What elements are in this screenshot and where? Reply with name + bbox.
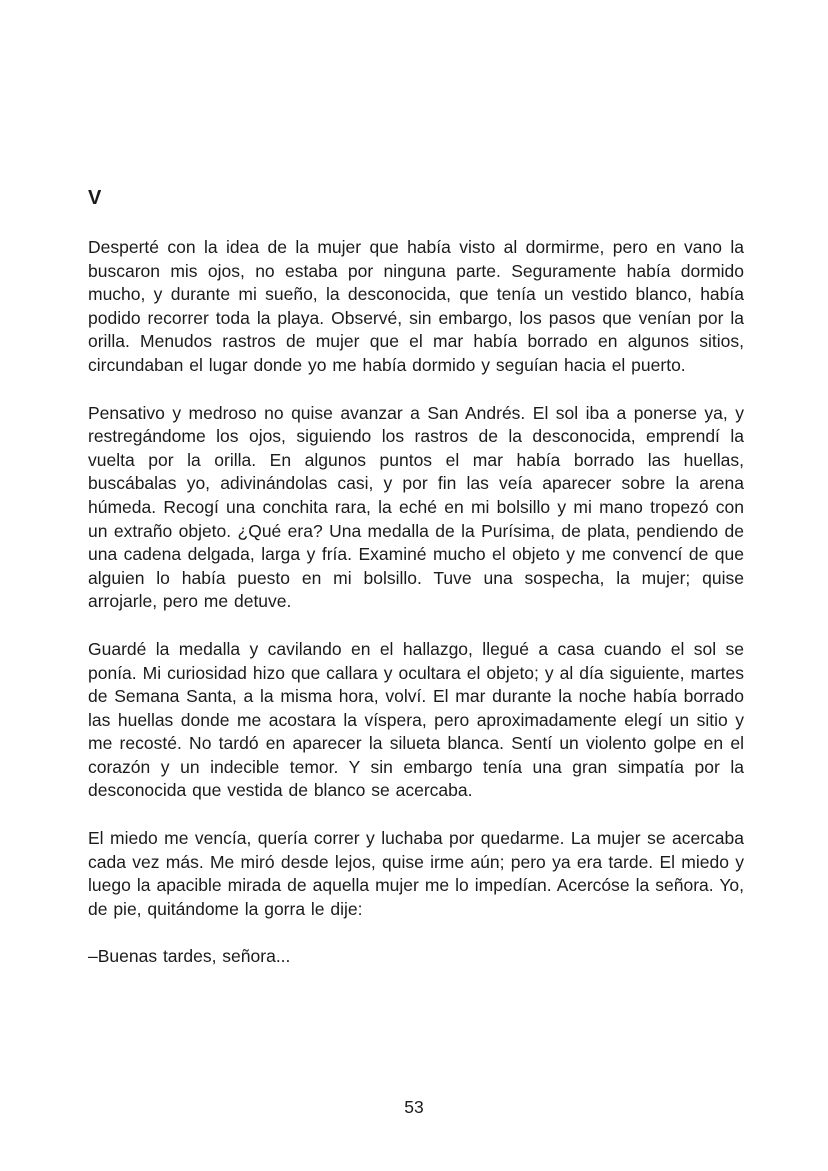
paragraph: Pensativo y medroso no quise avanzar a San Andrés. El sol iba a ponerse ya, y restregándome los ojos, siguiendo los rastros de la desconocida, emprendí la vuelta por la orilla. En algunos puntos el mar había borrado las huellas, buscábalas yo, adivinándolas casi, y por fin las veía aparecer sobre la arena húmeda. Recogí una conchita rara, la eché en mi bolsillo y mi mano tropezó con un extraño objeto. ¿Qué era? Una medalla de la Purísima, de plata, pendiendo de una cadena delgada, larga y fría. Examiné mucho el objeto y me convencí de que alguien lo había puesto en mi bolsillo. Tuve una sospecha, la mujer; quise arrojarle, pero me detuve. [88,402,744,612]
page-footer [0,1096,828,1118]
paragraph: Desperté con la idea de la mujer que había visto al dormirme, pero en vano la buscaron mis ojos, no estaba por ninguna parte. Seguramente había dormido mucho, y durante mi sueño, la desconocida, que tenía un vestido blanco, había podido recorrer toda la playa. Observé, sin embargo, los pasos que venían por la orilla. Menudos rastros de mujer que el mar había borrado en algunos sitios, circundaban el lugar donde yo me había dormido y seguían hacia el puerto. [88,237,744,375]
paragraph: –Buenas tardes, señora... [88,946,291,967]
chapter-heading: V [88,187,102,209]
paragraph: El miedo me vencía, quería correr y luchaba por quedarme. La mujer se acercaba cada vez más. Me miró desde lejos, quise irme aún; pero ya era tarde. El miedo y luego la apacible mirada de aquella mujer me lo impedían. Acercóse la señora. Yo, de pie, quitándome la gorra le dije: [88,828,744,919]
body-text [88,236,744,969]
paragraph: Guardé la medalla y cavilando en el hallazgo, llegué a casa cuando el sol se ponía. Mi curiosidad hizo que callara y ocultara el objeto; y al día siguiente, martes de Semana Santa, a la misma hora, volví. El mar durante la noche había borrado las huellas donde me acostara la víspera, pero aproximadamente elegí un sitio y me recosté. No tardó en aparecer la silueta blanca. Sentí un violento golpe en el corazón y un indecible temor. Y sin embargo tenía una gran simpatía por la desconocida que vestida de blanco se acercaba. [88,638,744,801]
page-number: 53 [404,1097,424,1117]
